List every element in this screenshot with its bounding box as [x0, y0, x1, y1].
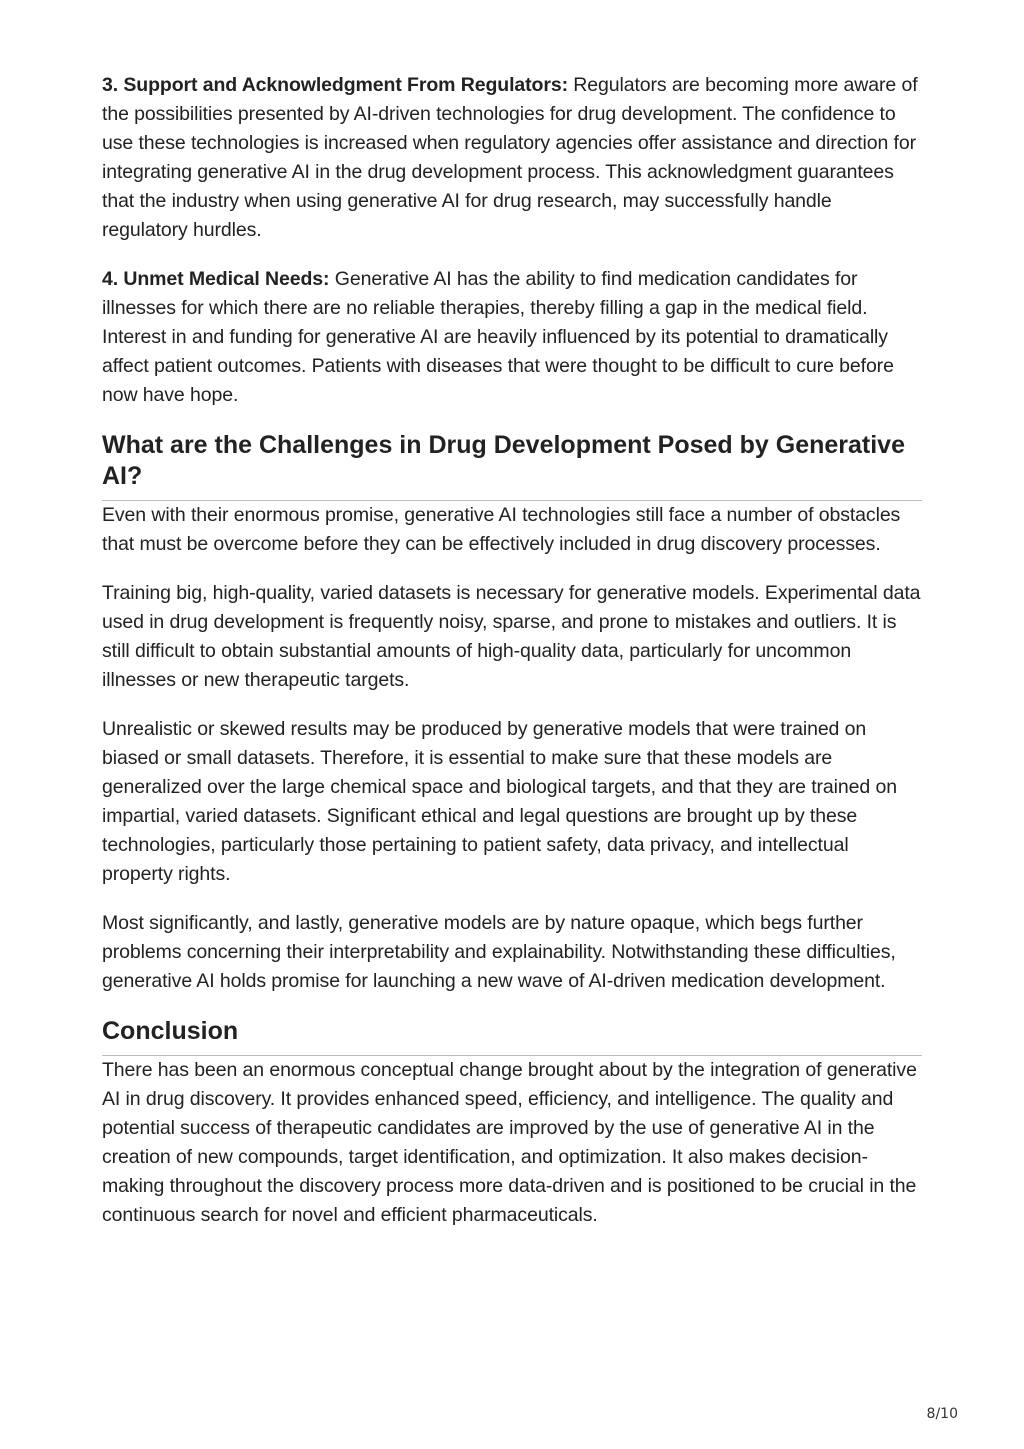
challenges-heading: What are the Challenges in Drug Development Posed by Generative AI?	[102, 430, 922, 501]
conclusion-heading: Conclusion	[102, 1016, 922, 1056]
challenges-paragraph: Unrealistic or skewed results may be produced by generative models that were trained on biased or small datasets. Therefore, it is essential to make sure that these models are generalized over the large chemical space and biological targets, and that they are trained on impartial, varied datasets. Significant ethical and legal questions are brought up by these technologies, particularly those pertaining to patient safety, data privacy, and intellectual property rights.	[102, 718, 897, 885]
list-item-lead: 3. Support and Acknowledgment From Regulators:	[102, 74, 568, 96]
article-body	[102, 71, 922, 1250]
conclusion-paragraph: There has been an enormous conceptual change brought about by the integration of generative AI in drug discovery. It provides enhanced speed, efficiency, and intelligence. The quality and potential success of therapeutic candidates are improved by the use of generative AI in the creation of new compounds, target identification, and optimization. It also makes decision-making throughout the discovery process more data-driven and is positioned to be crucial in the continuous search for novel and efficient pharmaceuticals.	[102, 1059, 917, 1226]
page-number: 8/10	[926, 1406, 958, 1422]
list-item-lead: 4. Unmet Medical Needs:	[102, 268, 330, 290]
list-item-text: Generative AI has the ability to find medication candidates for illnesses for which there are no reliable therapies, thereby filling a gap in the medical field. Interest in and funding for generative AI are heavily influenced by its potential to dramatically affect patient outcomes. Patients with diseases that were thought to be difficult to cure before now have hope.	[102, 268, 894, 406]
list-item-text: Regulators are becoming more aware of the possibilities presented by AI-driven technologies for drug development. The confidence to use these technologies is increased when regulatory agencies offer assistance and direction for integrating generative AI in the drug development process. This acknowledgment guarantees that the industry when using generative AI for drug research, may successfully handle regulatory hurdles.	[102, 74, 918, 241]
list-item-regulators	[102, 71, 922, 245]
challenges-paragraph: Even with their enormous promise, generative AI technologies still face a number of obstacles that must be overcome before they can be effectively included in drug discovery processes.	[102, 504, 901, 555]
challenges-paragraph: Training big, high-quality, varied datasets is necessary for generative models. Experimental data used in drug development is frequently noisy, sparse, and prone to mistakes and outliers. It is still difficult to obtain substantial amounts of high-quality data, particularly for uncommon illnesses or new therapeutic targets.	[102, 582, 921, 691]
list-item-unmet-needs	[102, 265, 922, 410]
challenges-paragraph: Most significantly, and lastly, generative models are by nature opaque, which begs further problems concerning their interpretability and explainability. Notwithstanding these difficulties, generative AI holds promise for launching a new wave of AI-driven medication development.	[102, 912, 896, 992]
